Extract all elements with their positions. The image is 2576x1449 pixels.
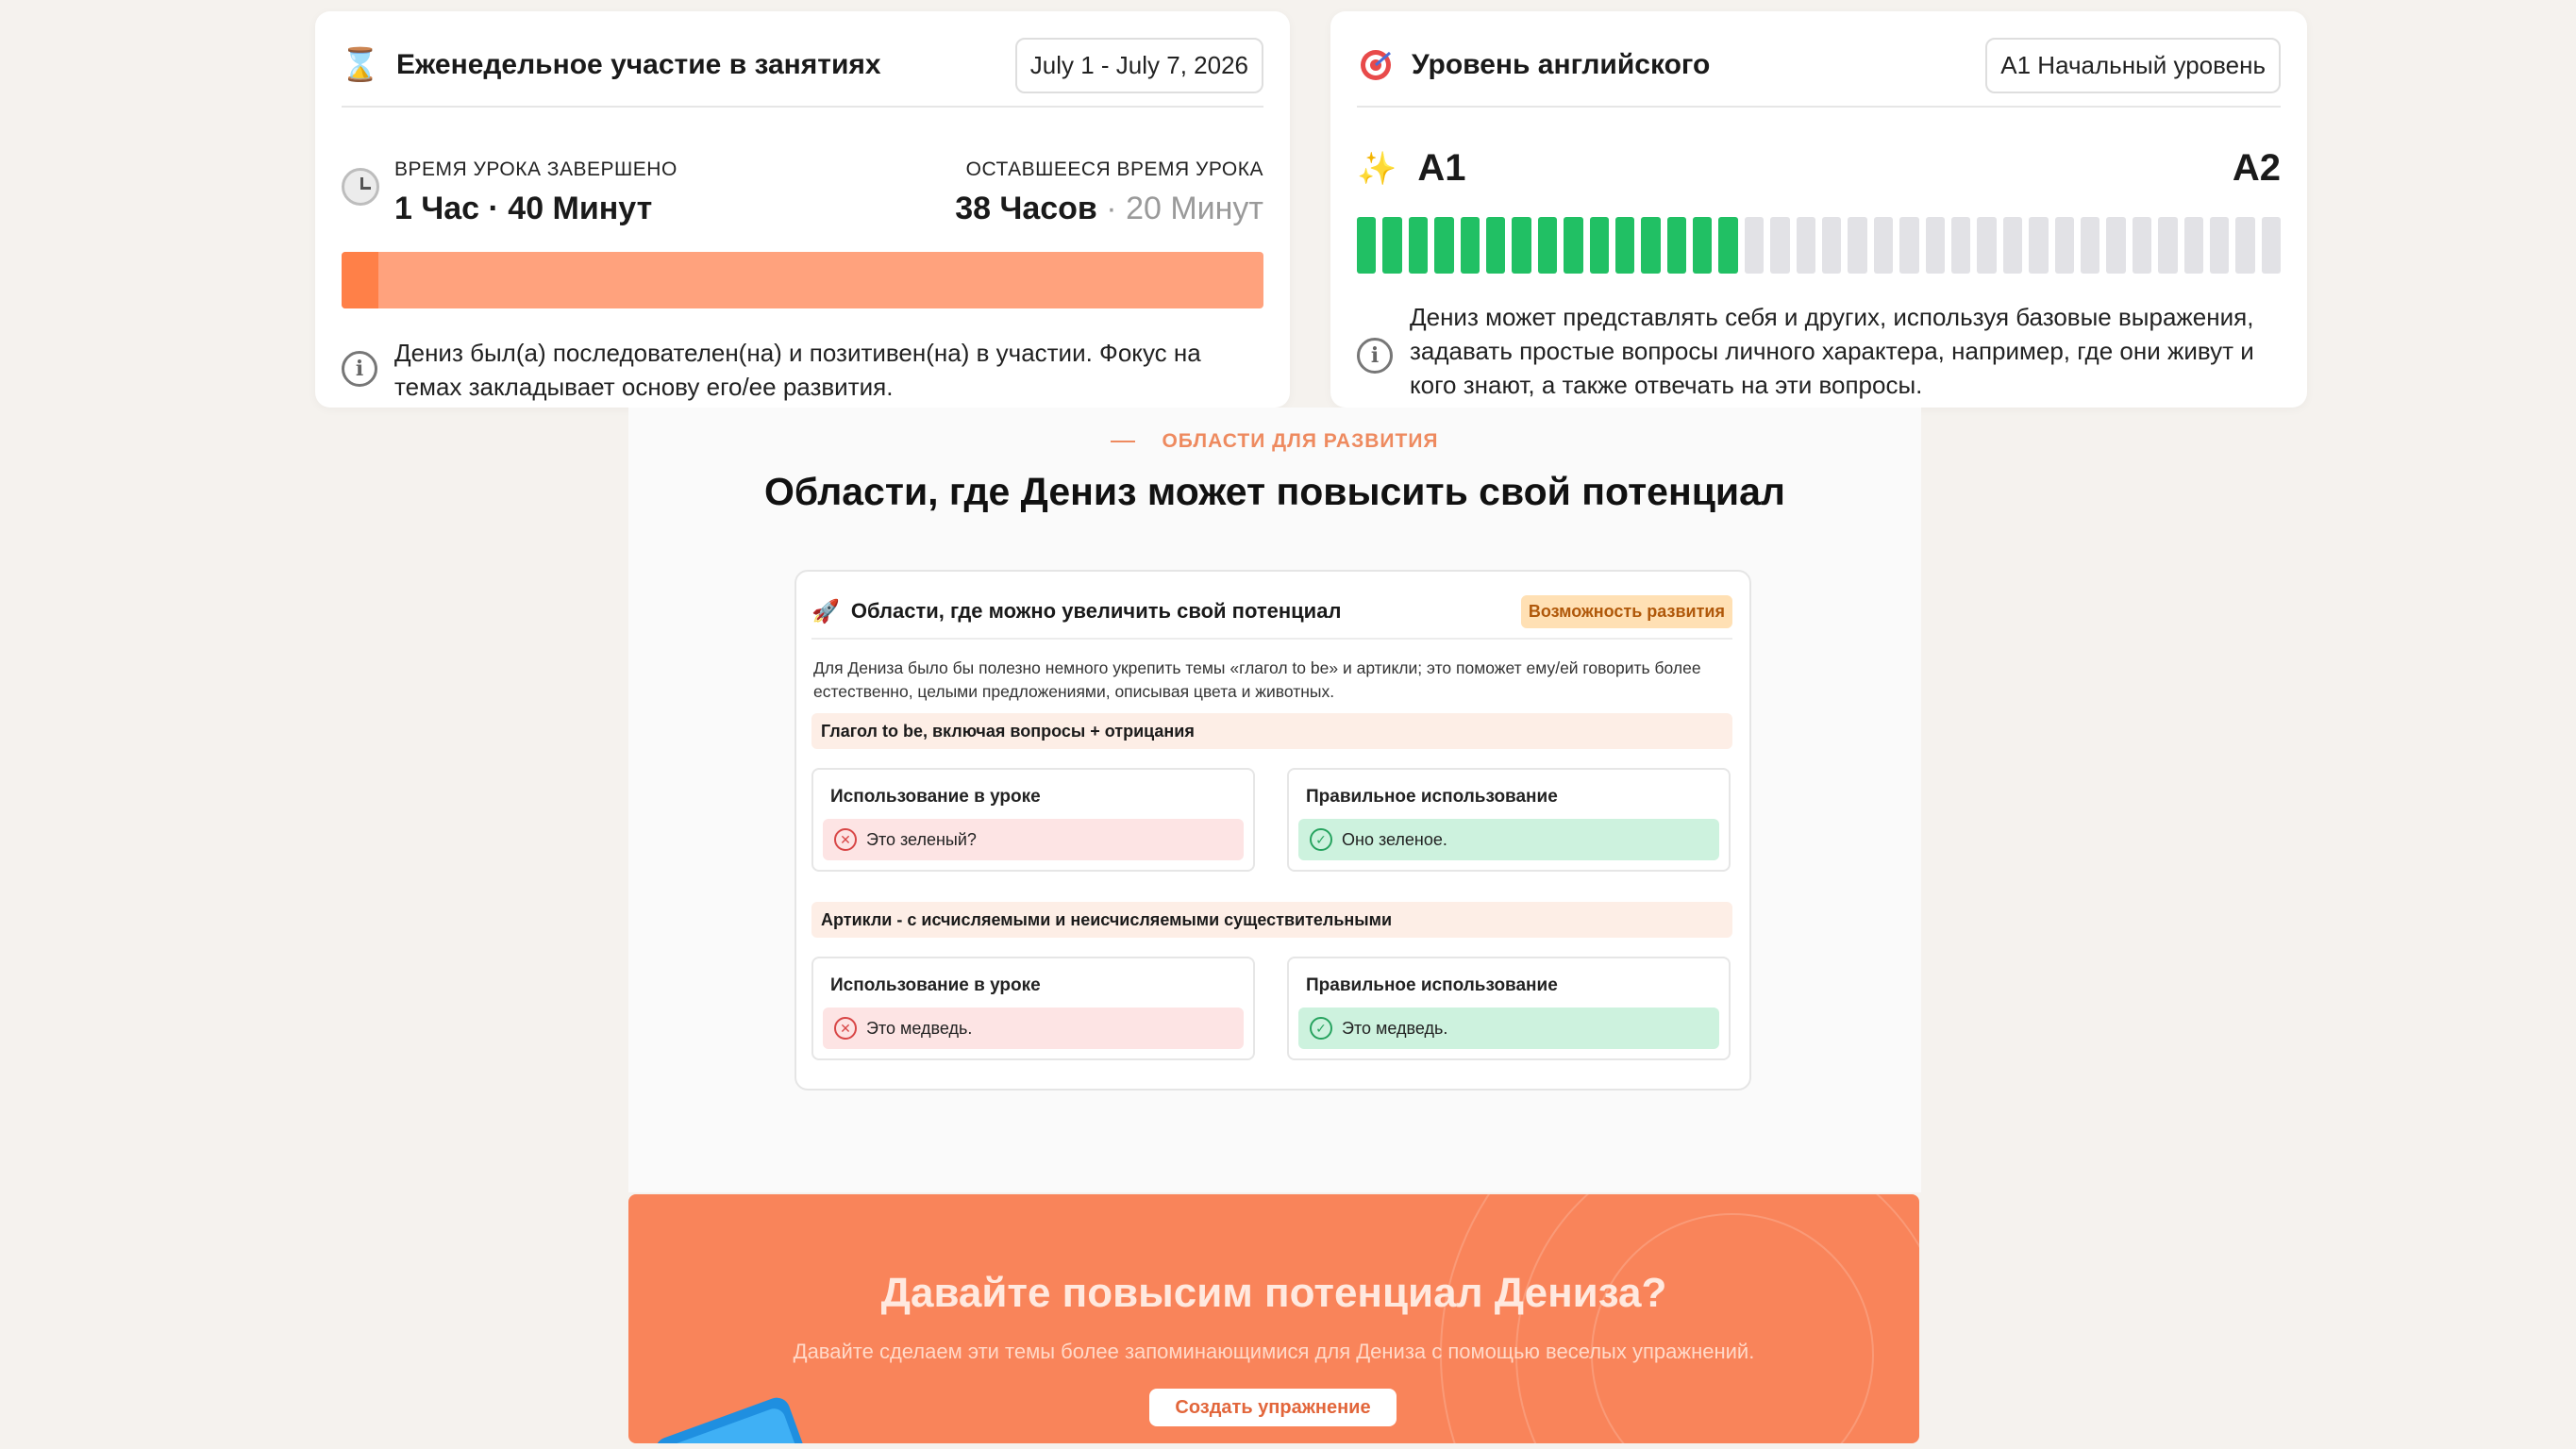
correct-example [1298, 819, 1719, 860]
level-segment-empty [2184, 217, 2203, 274]
growth-areas-section [628, 408, 1921, 1192]
remaining-separator: · [1096, 191, 1127, 226]
lesson-usage-box [811, 957, 1255, 1060]
correct-usage-label: Правильное использование [1306, 787, 1558, 807]
cards-illustration-icon [644, 1379, 813, 1443]
weekly-card-title: Еженедельное участие в занятиях [396, 49, 881, 80]
remaining-time-label: ОСТАВШЕЕСЯ ВРЕМЯ УРОКА [965, 158, 1263, 180]
info-icon: i [1357, 338, 1393, 374]
level-segment-empty [2262, 217, 2281, 274]
level-from [1357, 147, 1465, 190]
level-segment-empty [1848, 217, 1866, 274]
level-segment-filled [1512, 217, 1531, 274]
section-title: Области, где Дениз может повысить свой потенциал [764, 470, 1785, 513]
target-icon [1357, 46, 1395, 84]
x-circle-icon: ✕ [834, 828, 857, 851]
correct-example-text: Оно зеленое. [1342, 829, 1447, 849]
level-segment-filled [1461, 217, 1480, 274]
level-segment-empty [2055, 217, 2074, 274]
level-segment-empty [1951, 217, 1970, 274]
check-circle-icon: ✓ [1310, 828, 1332, 851]
correct-example-text: Это медведь. [1342, 1018, 1448, 1038]
level-segment-filled [1564, 217, 1582, 274]
lesson-usage-box [811, 768, 1255, 872]
lesson-progress-fill [342, 252, 378, 308]
weekly-note-text: Дениз был(а) последователен(на) и позитивен(на) в участии. Фокус на темах закладывает основу его/ее развития. [394, 339, 1201, 401]
level-segment-filled [1641, 217, 1660, 274]
level-segment-empty [1745, 217, 1764, 274]
cta-subtitle: Давайте сделаем эти темы более запоминающимися для Дениза с помощью веселых упражнений. [793, 1340, 1755, 1363]
incorrect-example-text: Это медведь. [866, 1018, 973, 1038]
level-segment-empty [2003, 217, 2022, 274]
level-segment-filled [1667, 217, 1686, 274]
level-segment-empty [1797, 217, 1815, 274]
clock-icon [342, 168, 379, 206]
correct-usage-box [1287, 957, 1731, 1060]
level-from-label: A1 [1417, 147, 1466, 189]
remaining-hours: 38 Часов [955, 191, 1097, 226]
level-segment-empty [1770, 217, 1789, 274]
level-segment-filled [1486, 217, 1505, 274]
current-level-badge[interactable]: A1 Начальный уровень [1985, 38, 2281, 93]
level-segment-empty [2029, 217, 2048, 274]
level-segment-empty [2235, 217, 2254, 274]
weekly-participation-card [315, 11, 1290, 408]
level-segment-empty [2158, 217, 2177, 274]
growth-areas-card [795, 570, 1751, 1091]
section-kicker [628, 430, 1921, 453]
topic-title: Артикли - с исчисляемыми и неисчисляемыми существительными [811, 902, 1732, 938]
development-badge: Возможность развития [1521, 595, 1732, 628]
cta-banner [628, 1194, 1919, 1443]
level-segment-empty [1926, 217, 1945, 274]
incorrect-example-text: Это зеленый? [866, 829, 977, 849]
lesson-usage-label: Использование в уроке [830, 787, 1041, 807]
level-segment-empty [1874, 217, 1893, 274]
level-note [1357, 300, 2283, 402]
level-segment-empty [2210, 217, 2229, 274]
level-segment-filled [1718, 217, 1737, 274]
remaining-minutes: 20 Минут [1126, 191, 1263, 226]
section-kicker-label: ОБЛАСТИ ДЛЯ РАЗВИТИЯ [1162, 430, 1439, 452]
info-icon: i [342, 351, 377, 387]
hourglass-icon: ⌛ [340, 47, 381, 83]
level-segment-empty [1977, 217, 1996, 274]
lesson-progress-bar [342, 252, 1263, 308]
completed-time-value: 1 Час · 40 Минут [394, 191, 653, 226]
incorrect-example [823, 819, 1244, 860]
completed-time-label: ВРЕМЯ УРОКА ЗАВЕРШЕНО [394, 158, 677, 180]
remaining-time-value [955, 191, 1263, 227]
correct-usage-box [1287, 768, 1731, 872]
level-segment-filled [1382, 217, 1401, 274]
rocket-icon: 🚀 [811, 598, 840, 625]
level-card-header [1357, 42, 2281, 108]
x-circle-icon: ✕ [834, 1017, 857, 1040]
level-card-title: Уровень английского [1412, 49, 1711, 80]
date-range-picker[interactable]: July 1 - July 7, 2026 [1015, 38, 1263, 93]
level-segment-filled [1409, 217, 1428, 274]
lesson-time-row [342, 147, 1263, 232]
level-segment-filled [1693, 217, 1712, 274]
create-exercise-button[interactable]: Создать упражнение [1149, 1389, 1397, 1426]
level-to-label: A2 [2232, 147, 2281, 189]
level-segment-filled [1357, 217, 1376, 274]
level-segment-empty [1899, 217, 1918, 274]
level-segment-empty [2081, 217, 2099, 274]
level-range [1357, 142, 2281, 208]
english-level-card [1330, 11, 2307, 408]
topic-title: Глагол to be, включая вопросы + отрицания [811, 713, 1732, 749]
level-progress-segments [1357, 217, 2281, 274]
growth-card-title: Области, где можно увеличить свой потенциал [850, 599, 1342, 623]
weekly-card-header [342, 42, 1263, 108]
incorrect-example [823, 1008, 1244, 1049]
sparkles-icon: ✨ [1357, 150, 1397, 187]
completed-time [394, 158, 677, 227]
level-segment-empty [2106, 217, 2125, 274]
correct-usage-label: Правильное использование [1306, 975, 1558, 995]
level-note-text: Дениз может представлять себя и других, используя базовые выражения, задавать простые вопросы личного характера, например, где они живут и кого знают, а также отвечать на эти вопросы. [1410, 303, 2254, 399]
growth-card-header [811, 585, 1732, 640]
level-segment-empty [1822, 217, 1841, 274]
kicker-dash [1111, 441, 1135, 442]
level-segment-empty [2133, 217, 2151, 274]
level-segment-filled [1434, 217, 1453, 274]
correct-example [1298, 1008, 1719, 1049]
level-segment-filled [1590, 217, 1609, 274]
growth-card-description: Для Дениза было бы полезно немного укрепить темы «глагол to be» и артикли; это поможет ему/ей говорить более естественно, целыми предложениями, описывая цвета и животных. [813, 658, 1701, 701]
remaining-time [955, 158, 1263, 227]
cta-title: Давайте повысим потенциал Дениза? [880, 1270, 1667, 1316]
level-segment-filled [1538, 217, 1557, 274]
lesson-usage-label: Использование в уроке [830, 975, 1041, 995]
level-segment-filled [1615, 217, 1634, 274]
weekly-note [342, 336, 1265, 404]
check-circle-icon: ✓ [1310, 1017, 1332, 1040]
